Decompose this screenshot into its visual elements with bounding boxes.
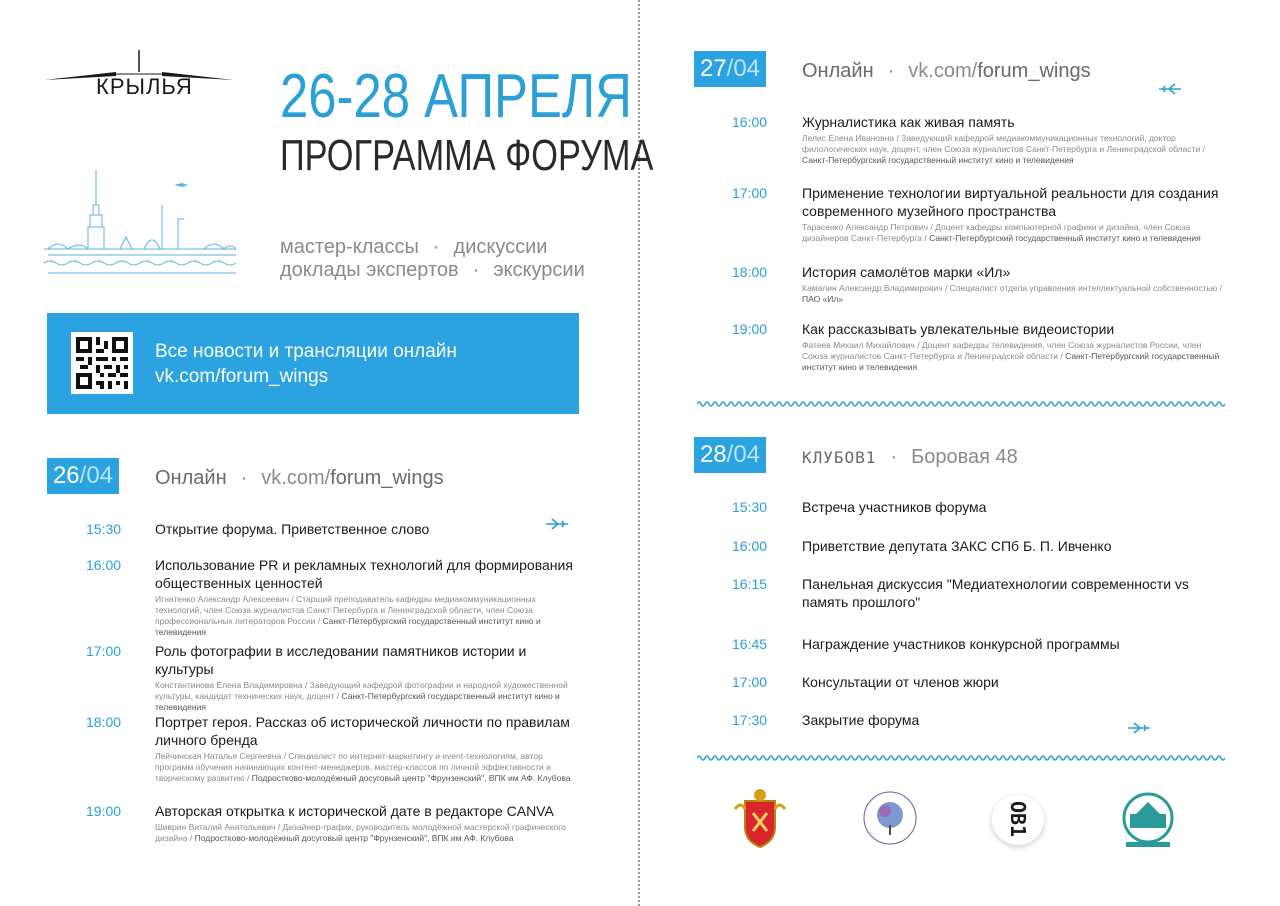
wave-divider	[697, 400, 1225, 408]
session-speaker	[802, 340, 1226, 373]
plane-icon	[1157, 82, 1183, 96]
session-item	[155, 556, 581, 638]
session-time: 17:00	[86, 643, 122, 659]
speaker-info: Камалин Александр Владимирович / Специалист отдела управления интеллектуальной собственностью /	[802, 283, 1222, 293]
session-speaker	[155, 594, 581, 638]
session-title: Роль фотографии в исследовании памятников истории и культуры	[155, 643, 527, 677]
klubov1-logo-text: OB1	[1006, 800, 1031, 838]
session-item	[802, 673, 1212, 691]
event-dates: 26-28 АПРЕЛЯ	[280, 62, 632, 131]
format-separator: ·	[432, 236, 440, 258]
speaker-organization: ПАО «Ил»	[802, 294, 844, 304]
session-title: Панельная дискуссия "Медиатехнологии современности vs память прошлого"	[802, 576, 1189, 610]
speaker-info: Лелис Елена Ивановна / Заведующий кафедрой медиакоммуникационных технологий, доктор филологических наук, доцент, член Союза журналистов Санкт-Петербурга и Ленинградской области /	[802, 133, 1205, 154]
day-separator: ·	[240, 467, 248, 489]
day-separator: ·	[887, 60, 895, 82]
site-name: forum_wings	[330, 467, 444, 489]
speaker-organization: Подростково-молодёжный досуговый центр "Фрунзенский", ВПК им АФ. Клубова	[194, 833, 514, 843]
session-time: 15:30	[732, 499, 768, 515]
day-place: Онлайн	[802, 60, 874, 82]
banner-link[interactable]	[155, 364, 457, 389]
day-separator: ·	[890, 446, 898, 468]
session-item	[155, 642, 581, 713]
site-prefix: vk.com/	[261, 467, 331, 489]
session-speaker	[802, 222, 1226, 244]
format-separator: ·	[472, 259, 480, 281]
session-time: 17:00	[732, 674, 768, 690]
session-title: Консультации от членов жюри	[802, 674, 999, 690]
session-item	[802, 575, 1212, 611]
program-title: ПРОГРАММА ФОРУМА	[280, 131, 654, 180]
session-title: Портрет героя. Рассказ об исторической личности по правилам личного бренда	[155, 714, 570, 748]
speaker-info: Константинова Елена Владимировна / Заведующий кафедрой фотографии и народной художественной культуры, кандидат технических наук, доцент /	[155, 680, 568, 701]
city-illustration	[44, 165, 244, 280]
session-title: История самолётов марки «Ил»	[802, 264, 1011, 280]
banner-text	[155, 339, 457, 389]
session-title: Открытие форума. Приветственное слово	[155, 521, 430, 537]
session-title: Журналистика как живая память	[802, 114, 1015, 130]
headline	[280, 62, 654, 180]
session-time: 17:00	[732, 185, 768, 201]
film-tv-institute-logo	[1116, 790, 1180, 850]
session-item	[802, 320, 1226, 373]
session-time: 16:00	[732, 538, 768, 554]
speaker-info: Игнатенко Александр Алексеевич / Старший преподаватель кафедры медиакоммуникационных технологий, член Союза журналистов Санкт-Петербурга и Ленинградской области, член Союза профессиональных литераторов России /	[155, 594, 536, 626]
speaker-organization: Санкт-Петербургский государственный институт кино и телевидения	[802, 351, 1220, 372]
day-month: /04	[726, 55, 761, 82]
session-speaker	[155, 822, 581, 844]
venue-address: Боровая 48	[911, 446, 1018, 468]
speaker-organization: Санкт-Петербургский государственный институт кино и телевидения	[929, 233, 1201, 243]
formats-row-1	[280, 236, 585, 259]
day-month: /04	[79, 462, 114, 489]
session-item	[155, 802, 581, 844]
banner-link-prefix: vk.com/	[155, 366, 221, 387]
qr-code-icon[interactable]	[71, 332, 133, 394]
venue-name: КЛУБОВ1	[802, 448, 877, 467]
day-month: /04	[726, 441, 761, 468]
session-item	[155, 713, 581, 784]
session-title: Как рассказывать увлекательные видеоистории	[802, 321, 1115, 337]
banner-link-name: forum_wings	[220, 366, 329, 387]
site-name: forum_wings	[977, 60, 1091, 82]
speaker-organization: Санкт-Петербургский государственный институт кино и телевидения	[802, 155, 1074, 165]
peter-paul-fortress-icon	[44, 165, 244, 280]
session-title: Закрытие форума	[802, 712, 920, 728]
day-site-link[interactable]	[261, 467, 443, 489]
forum-logo	[44, 46, 234, 106]
format-reports: доклады экспертов	[280, 259, 459, 281]
site-prefix: vk.com/	[908, 60, 978, 82]
session-time: 19:00	[732, 321, 768, 337]
session-item	[802, 498, 1212, 516]
session-title: Награждение участников конкурсной программы	[802, 636, 1120, 652]
session-title: Встреча участников форума	[802, 499, 987, 515]
banner-line-1: Все новости и трансляции онлайн	[155, 341, 457, 362]
session-time: 19:00	[86, 803, 122, 819]
session-item	[155, 520, 581, 538]
plane-icon	[1126, 721, 1152, 735]
day-number: 26	[52, 462, 80, 489]
session-item	[802, 635, 1212, 653]
session-speaker	[155, 680, 581, 713]
session-time: 18:00	[732, 264, 768, 280]
logo-text: КРЫЛЬЯ	[96, 74, 193, 99]
news-banner[interactable]	[47, 313, 579, 414]
session-time: 16:45	[732, 636, 768, 652]
day-28-badge	[694, 437, 766, 473]
format-discussions: дискуссии	[453, 236, 548, 258]
speaker-info: Фатеев Михаил Михайлович / Доцент кафедры телевидения, член Союза журналистов России, член Союза журналистов Санкт-Петербурга и Ленинградской области /	[802, 340, 1202, 361]
session-item	[802, 263, 1226, 305]
frunzensky-center-logo	[861, 789, 919, 847]
speaker-info: Тарасенко Александр Петрович / Доцент кафедры компьютерной графики и дизайна, член Союза дизайнеров Санкт-Петербурга /	[802, 222, 1191, 243]
session-speaker	[155, 751, 581, 784]
session-title: Авторская открытка к исторической дате в редакторе CANVA	[155, 803, 554, 819]
day-number: 27	[699, 55, 727, 82]
session-time: 18:00	[86, 714, 122, 730]
forum-formats	[280, 236, 585, 282]
day-26-location	[155, 467, 444, 490]
day-28-location	[802, 446, 1018, 469]
session-title: Применение технологии виртуальной реальности для создания современного музейного пространства	[802, 185, 1219, 219]
formats-row-2	[280, 259, 585, 282]
speaker-organization: Санкт-Петербургский государственный институт кино и телевидения	[155, 616, 541, 637]
day-place: Онлайн	[155, 467, 227, 489]
session-time: 16:00	[86, 557, 122, 573]
day-26-badge	[47, 458, 119, 494]
session-item	[802, 537, 1212, 555]
speaker-organization: Санкт-Петербургский государственный институт кино и телевидения	[155, 691, 560, 712]
session-item	[802, 113, 1226, 166]
session-item	[802, 184, 1226, 244]
session-title: Приветствие депутата ЗАКС СПб Б. П. Ивченко	[802, 538, 1112, 554]
klubov1-logo	[992, 795, 1044, 845]
session-speaker	[802, 283, 1226, 305]
speaker-info: Лейчинская Наталья Сергеевна / Специалист по интернет-маркетингу и event-технологиям, автор программ обучения начинающих контент-менеджеров, мастер-классов по личной эффективности и творческому развитию /	[155, 751, 551, 783]
day-site-link[interactable]	[908, 60, 1090, 82]
day-number: 28	[699, 441, 727, 468]
wave-divider	[697, 754, 1225, 762]
session-title: Использование PR и рекламных технологий для формирования общественных ценностей	[155, 557, 573, 591]
day-27-badge	[694, 51, 766, 87]
format-masterclasses: мастер-классы	[280, 236, 419, 258]
session-time: 17:30	[732, 712, 768, 728]
day-27-location	[802, 60, 1091, 83]
session-time: 15:30	[86, 521, 122, 537]
session-time: 16:00	[732, 114, 768, 130]
session-speaker	[802, 133, 1226, 166]
session-time: 16:15	[732, 576, 768, 592]
speaker-organization: Подростково-молодёжный досуговый центр "Фрунзенский", ВПК им АФ. Клубова	[251, 773, 571, 783]
format-excursions: экскурсии	[493, 259, 585, 281]
coat-of-arms-logo	[731, 787, 789, 849]
speaker-info: Шиврин Виталий Анатольевич / Дизайнер-график, руководитель молодёжной мастерской графического дизайна /	[155, 822, 566, 843]
